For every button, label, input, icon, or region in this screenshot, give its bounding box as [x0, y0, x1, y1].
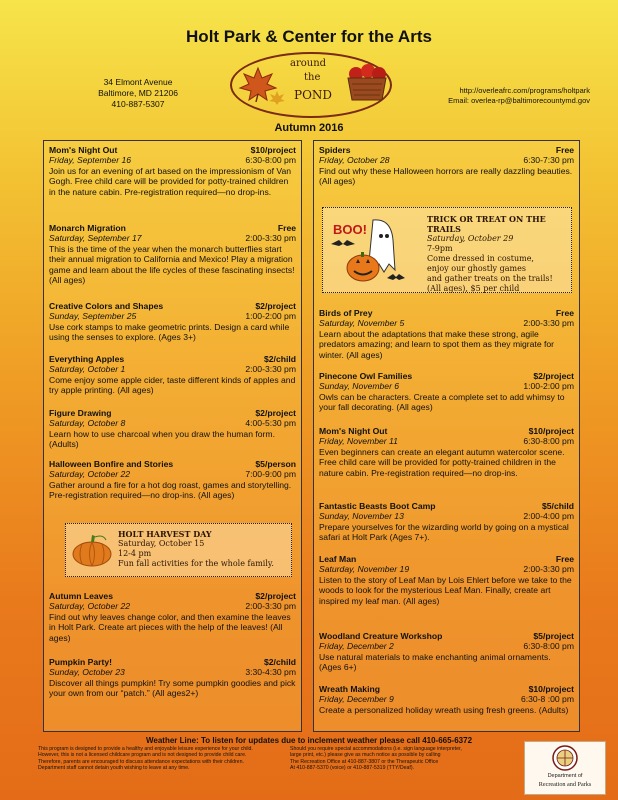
event-pumpkin-party	[49, 657, 296, 699]
event-time: 6:30-8:00 pm	[245, 155, 296, 166]
harvest-title: HOLT HARVEST DAY	[118, 529, 212, 539]
page-title: Holt Park & Center for the Arts	[186, 27, 432, 46]
email-line[interactable]: Email: overlea-rp@baltimorecountymd.gov	[448, 96, 590, 105]
event-wreath-making	[319, 684, 574, 715]
accommodations-notice	[290, 746, 518, 771]
web-contact	[448, 86, 590, 106]
right-column	[313, 140, 580, 732]
harvest-desc: Fun fall activities for the whole family.	[118, 559, 274, 568]
address-phone: 410-887-5307	[111, 99, 165, 109]
event-desc: Learn how to use charcoal when you draw the human form. (Adults)	[49, 428, 275, 450]
trick-desc-3: and gather treats on the trails!	[427, 274, 553, 283]
event-everything-apples	[49, 354, 296, 396]
event-birds-of-prey	[319, 308, 574, 360]
event-date: Friday, December 9	[319, 694, 394, 705]
event-leaf-man	[319, 554, 574, 606]
event-desc: Find out why leaves change color, and then examine the leaves in Holt Park. Create art pieces with the help of the leaves! (All ages)	[49, 611, 291, 643]
seal-department-label: Department of	[547, 773, 583, 779]
trick-desc-1: Come dressed in costume,	[427, 254, 534, 263]
event-name: Everything Apples	[49, 354, 125, 364]
event-desc: Discover all things pumpkin! Try some pumpkin goodies and pick your own from our “patch.” (All ages2+)	[49, 677, 296, 699]
event-desc: Come enjoy some apple cider, taste different kinds of apples and try apple printing. (All ages)	[49, 374, 296, 396]
event-date: Friday, November 11	[319, 436, 398, 447]
event-name: Woodland Creature Workshop	[319, 631, 443, 641]
address-city: Baltimore, MD 21206	[98, 88, 178, 98]
harvest-time: 12-4 pm	[118, 549, 152, 558]
trick-desc-4: (All ages), $5 per child	[427, 284, 520, 293]
event-time: 6:30-8:00 pm	[523, 436, 574, 447]
event-date: Friday, October 28	[319, 155, 390, 166]
event-date: Saturday, October 22	[49, 601, 131, 612]
trick-desc-2: enjoy our ghostly games	[427, 264, 526, 273]
event-price: $2/child	[264, 657, 296, 667]
event-desc: Listen to the story of Leaf Man by Lois Ehlert before we take to the woods to look for the mysterious Leaf Man. Finally, create art inspired my leaf man. (All ages)	[319, 574, 572, 606]
boo-text: BOO!	[333, 222, 367, 237]
event-pinecone-owl	[319, 371, 574, 413]
event-name: Birds of Prey	[319, 308, 373, 318]
event-date: Friday, September 16	[49, 155, 131, 166]
small-leaf-icon	[268, 90, 286, 106]
event-desc: Find out why these Halloween horrors are really dazzling beauties. (All ages)	[319, 165, 573, 187]
logo-word-pond: POND	[294, 88, 333, 102]
event-name: Wreath Making	[319, 684, 380, 694]
event-price: $10/project	[250, 145, 296, 155]
event-price: Free	[555, 554, 574, 564]
event-moms-night-out-nov	[319, 426, 574, 478]
event-price: $2/project	[533, 371, 574, 381]
harvest-date: Saturday, October 15	[118, 539, 205, 548]
event-date: Saturday, October 22	[49, 469, 131, 480]
event-price: $5/project	[533, 631, 574, 641]
event-time: 2:00-3:30 pm	[245, 601, 296, 612]
trick-date: Saturday, October 29	[427, 234, 514, 243]
left-column	[43, 140, 302, 732]
event-name: Fantastic Beasts Boot Camp	[319, 501, 436, 511]
event-price: $10/project	[528, 426, 574, 436]
event-date: Sunday, November 13	[319, 511, 404, 522]
pumpkin-icon	[70, 532, 114, 568]
event-creative-colors	[49, 301, 296, 343]
event-date: Saturday, October 8	[49, 418, 126, 429]
event-time: 1:00-2:00 pm	[245, 311, 296, 322]
notice-line: The Recreation Office at 410-887-3807 or the Therapeutic Office	[290, 758, 439, 765]
logo-word-around: around	[290, 58, 327, 69]
event-desc: This is the time of the year when the monarch butterflies start their annual migration to California and Mexico! Play a migration game and learn about the life cycles of these fascinating insects! (All ages)	[49, 243, 295, 286]
notice-line: large print, etc.) please give as much notice as possible by calling	[290, 752, 441, 759]
event-figure-drawing	[49, 408, 296, 450]
event-time: 3:30-4:30 pm	[245, 667, 296, 678]
event-date: Saturday, November 5	[319, 318, 405, 329]
website-link[interactable]: http://overleafrc.com/programs/holtpark	[459, 86, 590, 95]
event-time: 2:00-3:30 pm	[245, 364, 296, 375]
event-name: Spiders	[319, 145, 351, 155]
event-price: Free	[277, 223, 296, 233]
event-time: 6:30-8:00 pm	[523, 641, 574, 652]
event-desc: Learn about the adaptations that make these strong, agile predators amazing; and learn to spot them as they migrate for winter. (All ages)	[319, 328, 555, 360]
event-price: $2/project	[255, 591, 296, 601]
season-heading: Autumn 2016	[274, 122, 344, 134]
event-date: Saturday, November 19	[319, 564, 410, 575]
event-monarch-migration	[49, 223, 296, 285]
event-time: 4:00-5:30 pm	[245, 418, 296, 429]
event-moms-night-out-sept	[49, 145, 296, 197]
around-the-pond-logo	[218, 52, 400, 116]
apple-basket-icon	[342, 60, 392, 104]
event-spiders	[319, 145, 574, 187]
event-time: 2:00-3:30 pm	[245, 233, 296, 244]
event-name: Autumn Leaves	[49, 591, 113, 601]
event-time: 6:30-8 :00 pm	[520, 694, 574, 705]
event-date: Saturday, September 17	[49, 233, 142, 244]
event-fantastic-beasts	[319, 501, 574, 543]
event-desc: Prepare yourselves for the wizarding world by going on a mystical safari at Holt Park (Ages 7+).	[319, 521, 569, 543]
event-price: $5/child	[542, 501, 574, 511]
event-time: 1:00-2:00 pm	[523, 381, 574, 392]
trick-or-treat-box	[322, 207, 572, 293]
disclaimer-line: This program is designed to provide a healthy and enjoyable leisure experience for your child.	[38, 746, 253, 752]
event-woodland-creature	[319, 631, 574, 673]
disclaimer-left	[38, 746, 283, 771]
disclaimer-line: Therefore, parents are encouraged to discuss attendance expectations with their children.	[38, 758, 244, 765]
event-name: Figure Drawing	[49, 408, 112, 418]
event-date: Friday, December 2	[319, 641, 394, 652]
event-date: Sunday, October 23	[49, 667, 125, 678]
event-time: 2:00-3:30 pm	[523, 318, 574, 329]
event-time: 2:00-3:30 pm	[523, 564, 574, 575]
event-date: Sunday, September 25	[49, 311, 137, 322]
event-date: Sunday, November 6	[319, 381, 400, 392]
event-price: Free	[555, 308, 574, 318]
address-block	[78, 77, 198, 110]
event-price: $2/project	[255, 408, 296, 418]
event-price: Free	[555, 145, 574, 155]
event-halloween-bonfire	[49, 459, 296, 501]
address-street: 34 Elmont Avenue	[103, 77, 173, 87]
notice-line: At 410-887-5370 (voice) or 410-887-5319 (TTY/Deaf).	[290, 764, 414, 771]
event-name: Monarch Migration	[49, 223, 126, 233]
county-recreation-seal	[524, 741, 606, 795]
event-name: Halloween Bonfire and Stories	[49, 459, 174, 469]
event-price: $2/project	[255, 301, 296, 311]
event-price: $5/person	[255, 459, 296, 469]
event-desc: Gather around a fire for a hot dog roast, games and storytelling. Pre-registration required—no drop-ins. (All ages)	[49, 479, 292, 501]
event-name: Creative Colors and Shapes	[49, 301, 164, 311]
event-time: 7:00-9:00 pm	[245, 469, 296, 480]
event-name: Leaf Man	[319, 554, 357, 564]
holt-harvest-day-box	[65, 523, 292, 577]
event-desc: Create a personalized holiday wreath using fresh greens. (Adults)	[319, 704, 569, 715]
event-date: Saturday, October 1	[49, 364, 126, 375]
halloween-ghost-pumpkin-icon	[329, 214, 413, 286]
event-autumn-leaves	[49, 591, 296, 643]
event-desc: Join us for an evening of art based on the impressionism of Van Gogh. Free child care will be provided for potty-trained children in the nature cabin. Pre-registration required—no drop-ins.	[49, 165, 292, 197]
notice-line: Should you require special accommodations (i.e. sign language interpreter,	[290, 746, 462, 752]
event-desc: Use cork stamps to make geometric prints. Design a card while using the senses to explore. (Ages 3+)	[49, 321, 290, 343]
event-name: Pumpkin Party!	[49, 657, 113, 667]
trick-title: TRICK OR TREAT ON THE TRAILS	[427, 214, 546, 234]
trick-time: 7-9pm	[427, 244, 453, 253]
disclaimer-line: However, this is not a licensed childcare program and is not designed to provide child care.	[38, 752, 247, 759]
event-desc: Even beginners can create an elegant autumn watercolor scene. Free child care will be provided for potty-trained children in the nature cabin. Pre-registration required—no drop-ins.	[319, 446, 565, 478]
event-price: $10/project	[528, 684, 574, 694]
weather-line: Weather Line: To listen for updates due to inclement weather please call 410-665-6372	[145, 736, 473, 745]
seal-icon	[552, 745, 578, 771]
event-time: 2:00-4:00 pm	[523, 511, 574, 522]
seal-recreation-label: Recreation and Parks	[538, 781, 592, 788]
event-name: Mom's Night Out	[49, 145, 118, 155]
event-desc: Use natural materials to make enchanting animal ornaments. (Ages 6+)	[319, 651, 551, 673]
event-name: Pinecone Owl Families	[319, 371, 413, 381]
event-desc: Owls can be characters. Create a complete set to add whimsy to your fall decorating. (All ages)	[319, 391, 565, 413]
logo-word-the: the	[304, 72, 321, 83]
event-name: Mom's Night Out	[319, 426, 388, 436]
event-time: 6:30-7:30 pm	[523, 155, 574, 166]
event-price: $2/child	[264, 354, 296, 364]
disclaimer-line: Department staff cannot detain youth wishing to leave at any time.	[38, 764, 190, 771]
